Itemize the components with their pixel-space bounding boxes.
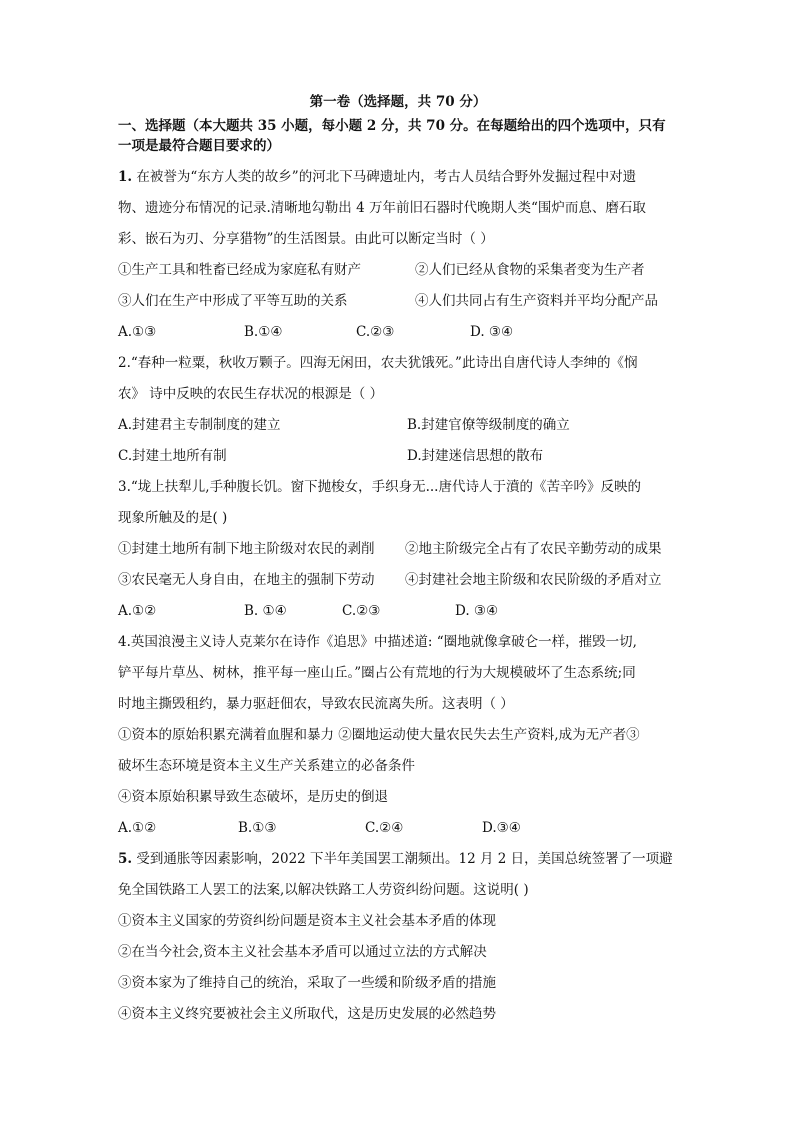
question-text-line: 彩、嵌石为刃、分享猎物”的生活图景。由此可以断定当时（ ） — [118, 231, 494, 247]
question-text-line: ②在当今社会,资本主义社会基本矛盾可以通过立法的方式解决 — [118, 944, 487, 960]
statement: ④人们共同占有生产资料并平均分配产品 — [415, 293, 658, 309]
question-text-line: 破坏生态环境是资本主义生产关系建立的必备条件 — [118, 758, 415, 774]
question-2 — [118, 348, 678, 472]
question-text-line: 现象所触及的是( ) — [118, 510, 228, 526]
question-text-line: 铲平每片草丛、树林，推平每一座山丘。”圈占公有荒地的行为大规模破坏了生态系统;同 — [118, 665, 636, 681]
choice-b: B.①④ — [244, 324, 283, 340]
question-text-line: ③资本家为了维持自己的统治，采取了一些缓和阶级矛盾的措施 — [118, 975, 496, 991]
choice-a: A.①③ — [118, 324, 157, 340]
choice-c: C.封建土地所有制 — [118, 448, 227, 464]
section-heading-line: 一项是最符合题目要求的） — [118, 138, 280, 154]
choice-b: B.封建官僚等级制度的确立 — [407, 417, 570, 433]
question-text-line: 3.“垅上扶犁儿,手种腹长饥。窗下抛梭女，手织身无...唐代诗人于濆的《苦辛吟》反映的 — [118, 479, 641, 495]
statement: ②人们已经从食物的采集者变为生产者 — [415, 262, 645, 278]
question-text-line: ①资本的原始积累充满着血腥和暴力 ②圈地运动使大量农民失去生产资料,成为无产者③ — [118, 727, 640, 743]
choice-d: D.封建迷信思想的散布 — [407, 448, 544, 464]
statement: ③人们在生产中形成了平等互助的关系 — [118, 293, 348, 309]
question-text-line: 5. 受到通胀等因素影响，2022 下半年美国罢工潮频出。12 月 2 日，美国总统签署了一项避 — [118, 851, 673, 867]
question-text-line: ①资本主义国家的劳资纠纷问题是资本主义社会基本矛盾的体现 — [118, 913, 496, 929]
question-3 — [118, 472, 678, 627]
question-text-line: ④资本原始积累导致生态破坏，是历史的倒退 — [118, 789, 388, 805]
question-text-line: ④资本主义终究要被社会主义所取代，这是历史发展的必然趋势 — [118, 1006, 496, 1022]
question-text-line: 免全国铁路工人罢工的法案,以解决铁路工人劳资纠纷问题。这说明( ) — [118, 882, 529, 898]
choice-d: D. ③④ — [470, 324, 514, 340]
choice-a: A.①② — [118, 603, 157, 619]
statement-row — [118, 534, 678, 565]
question-5 — [118, 844, 678, 1030]
choice-row — [118, 596, 678, 627]
question-number: 3. — [118, 479, 131, 495]
statement: ①封建土地所有制下地主阶级对农民的剥削 — [118, 541, 375, 557]
question-text-line: 1. 在被誉为“东方人类的故乡”的河北下马碑遗址内，考古人员结合野外发掘过程中对遗 — [118, 169, 637, 185]
choice-b: B. ①④ — [244, 603, 287, 619]
question-text-line: 物、遗迹分布情况的记录.清晰地勾勒出 4 万年前旧石器时代晚期人类“围炉而息、磨石取 — [118, 200, 646, 216]
statement: ①生产工具和牲畜已经成为家庭私有财产 — [118, 262, 361, 278]
question-number: 2. — [118, 355, 131, 371]
choice-d: D.③④ — [482, 820, 521, 836]
choice-b: B.①③ — [238, 820, 277, 836]
statement-row — [118, 286, 678, 317]
question-4 — [118, 627, 678, 844]
section-heading — [118, 116, 678, 156]
statement-row — [118, 565, 678, 596]
choice-a: A.①② — [118, 820, 157, 836]
page-title: 第一卷（选择题，共 70 分） — [309, 94, 487, 110]
statement-row — [118, 255, 678, 286]
choice-c: C.②③ — [342, 603, 381, 619]
question-number: 4. — [118, 634, 131, 650]
choice-c: C.②④ — [365, 820, 404, 836]
question-1 — [118, 162, 678, 348]
question-number: 5. — [118, 851, 133, 867]
statement: ②地主阶级完全占有了农民辛勤劳动的成果 — [405, 541, 662, 557]
statement: ④封建社会地主阶级和农民阶级的矛盾对立 — [405, 572, 662, 588]
question-text-line: 时地主撕毁租约，暴力驱赶佃农，导致农民流离失所。这表明（ ） — [118, 696, 514, 712]
choice-row — [118, 317, 678, 348]
section-heading-line: 一、选择题（本大题共 35 小题，每小题 2 分，共 70 分。在每题给出的四个选项中，只有 — [118, 118, 666, 134]
question-text-line: 农》 诗中反映的农民生存状况的根源是（ ） — [118, 386, 384, 402]
statement: ③农民毫无人身自由，在地主的强制下劳动 — [118, 572, 375, 588]
question-text-line: 2.“春种一粒粟，秋收万颗子。四海无闲田，农夫犹饿死。”此诗出自唐代诗人李绅的《悯 — [118, 355, 638, 371]
choice-row — [118, 410, 678, 441]
exam-page — [118, 92, 678, 1030]
choice-row — [118, 813, 678, 844]
question-text-line: 4.英国浪漫主义诗人克莱尔在诗作《追思》中描述道: “圈地就像拿破仑一样，摧毁一切, — [118, 634, 637, 650]
choice-row — [118, 441, 678, 472]
choice-d: D. ③④ — [455, 603, 499, 619]
choice-a: A.封建君主专制制度的建立 — [118, 417, 281, 433]
question-number: 1. — [118, 169, 133, 185]
choice-c: C.②③ — [356, 324, 395, 340]
